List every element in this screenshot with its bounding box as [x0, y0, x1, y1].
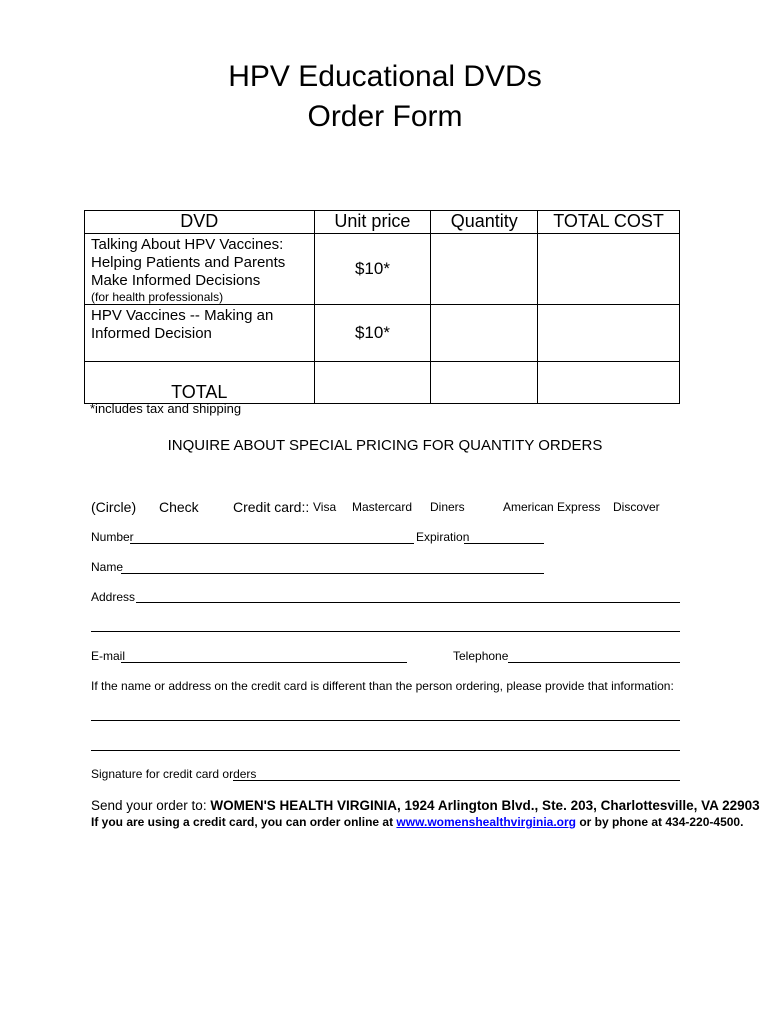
expiration-field[interactable] — [464, 543, 544, 544]
telephone-label: Telephone — [453, 649, 509, 663]
send-address: WOMEN'S HEALTH VIRGINIA, 1924 Arlington Blvd., Ste. 203, Charlottesville, VA 22903 — [210, 798, 760, 813]
different-info-field-2[interactable] — [91, 750, 680, 751]
unit-price: $10* — [314, 305, 431, 362]
online-suffix: or by phone at 434-220-4500. — [576, 815, 744, 829]
address-field[interactable] — [136, 602, 680, 603]
total-price-field[interactable] — [314, 362, 431, 404]
send-order-line — [91, 798, 760, 813]
mastercard-option[interactable]: Mastercard — [352, 500, 413, 514]
dvd-title: HPV Vaccines -- Making an Informed Decision — [91, 307, 274, 342]
signature-label: Signature for credit card orders — [91, 767, 257, 781]
address-line-2-field[interactable] — [91, 631, 680, 632]
header-total-cost: TOTAL COST — [538, 211, 680, 234]
grand-total-field[interactable] — [538, 362, 680, 404]
header-quantity: Quantity — [431, 211, 538, 234]
dvd-cell — [85, 305, 315, 362]
card-number-field[interactable] — [130, 543, 414, 544]
total-cost-field[interactable] — [538, 305, 680, 362]
dvd-cell — [85, 234, 315, 305]
total-cost-field[interactable] — [538, 234, 680, 305]
telephone-field[interactable] — [508, 662, 680, 663]
email-field[interactable] — [121, 662, 407, 663]
online-order-line — [91, 815, 743, 829]
dvd-title: Talking About HPV Vaccines: Helping Patients and Parents Make Informed Decisions — [91, 236, 286, 289]
discover-option[interactable]: Discover — [613, 500, 660, 514]
name-label: Name — [91, 560, 124, 574]
table-header-row — [85, 211, 680, 234]
expiration-label: Expiration — [416, 530, 470, 544]
order-table — [84, 210, 680, 404]
total-label: TOTAL — [85, 362, 315, 404]
different-info-field-1[interactable] — [91, 720, 680, 721]
visa-option[interactable]: Visa — [313, 500, 337, 514]
special-pricing-note: INQUIRE ABOUT SPECIAL PRICING FOR QUANTITY ORDERS — [167, 437, 603, 454]
credit-card-label: Credit card:: — [233, 499, 310, 515]
header-unit-price: Unit price — [314, 211, 431, 234]
circle-label: (Circle) — [91, 499, 137, 515]
online-prefix: If you are using a credit card, you can order online at — [91, 815, 397, 829]
form-title: HPV Educational DVDs — [228, 60, 542, 93]
table-row — [85, 234, 680, 305]
form-subtitle: Order Form — [307, 100, 463, 133]
american-express-option[interactable]: American Express — [503, 500, 601, 514]
name-field[interactable] — [121, 573, 544, 574]
tax-footnote: *includes tax and shipping — [90, 401, 242, 416]
address-label: Address — [91, 590, 136, 604]
send-prefix: Send your order to: — [91, 798, 211, 813]
different-info-note: If the name or address on the credit card is different than the person ordering, please provide that information: — [91, 679, 674, 693]
quantity-field[interactable] — [431, 234, 538, 305]
total-row — [85, 362, 680, 404]
dvd-note: (for health professionals) — [91, 290, 224, 304]
number-label: Number — [91, 530, 134, 544]
total-quantity-field[interactable] — [431, 362, 538, 404]
quantity-field[interactable] — [431, 305, 538, 362]
website-link[interactable]: www.womenshealthvirginia.org — [396, 815, 577, 829]
header-dvd: DVD — [85, 211, 315, 234]
table-row — [85, 305, 680, 362]
signature-field[interactable] — [233, 780, 680, 781]
email-label: E-mail — [91, 649, 126, 663]
unit-price: $10* — [314, 234, 431, 305]
check-option[interactable]: Check — [159, 499, 199, 515]
diners-option[interactable]: Diners — [430, 500, 465, 514]
